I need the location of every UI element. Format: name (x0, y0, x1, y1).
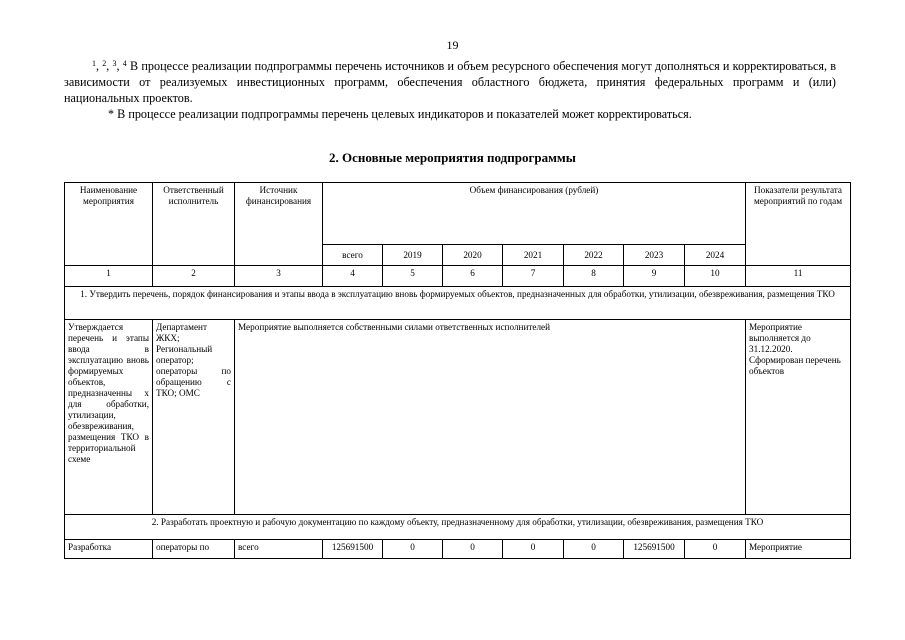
sources-note: $^1$, $^2$, $^3$, $^4$ В процессе реализации подпрограммы перечень источников и объем ресурсного обеспечения могут дополняться и корректироваться, в зависимости от реализуемых инвестиционных программ, обеспечения областного бюджета, принятия федеральных программ и (или) национальных проектов. (64, 59, 837, 105)
activity-result-2: Мероприятие (746, 540, 851, 559)
indicators-note: * В процессе реализации подпрограммы перечень целевых индикаторов и показателей может корректироваться. (108, 107, 692, 121)
activity-name-1: Утверждается перечень и этапы ввода в эксплуатацию вновь формируемых объектов, предназначенны х для обработки, утилизации, обезвреживания, размещения ТКО в территориальной схеме (65, 320, 153, 515)
subheader-total: всего (323, 245, 383, 266)
page-number: 19 (446, 38, 459, 52)
activity-executor-2: операторы по (153, 540, 235, 559)
footnote-mark: 1 (92, 59, 96, 68)
activity-executor-1: Департамент ЖКХ; Региональный оператор; операторы по обращению с ТКО; ОМС (153, 320, 235, 515)
activities-table (64, 182, 851, 559)
subheader-2020: 2020 (443, 245, 503, 266)
column-number: 9 (624, 266, 685, 287)
column-number: 6 (443, 266, 503, 287)
subheader-2023: 2023 (624, 245, 685, 266)
column-number: 4 (323, 266, 383, 287)
column-number: 2 (153, 266, 235, 287)
column-number: 7 (503, 266, 564, 287)
subheader-2021: 2021 (503, 245, 564, 266)
notes-block (64, 58, 836, 122)
value-2019: 0 (383, 540, 443, 559)
column-number: 5 (383, 266, 443, 287)
footnote-mark: 4 (122, 59, 127, 68)
column-number: 11 (746, 266, 851, 287)
value-2021: 0 (503, 540, 564, 559)
column-number: 1 (65, 266, 153, 287)
activity-name-2: Разработка (65, 540, 153, 559)
footnote-mark: 3 (112, 59, 117, 68)
header-indicators: Показатели результата мероприятий по годам (746, 183, 851, 266)
value-2022: 0 (564, 540, 624, 559)
header-source: Источник финансирования (235, 183, 323, 266)
value-2020: 0 (443, 540, 503, 559)
header-funding: Объем финансирования (рублей) (323, 183, 746, 245)
header-executor: Ответственный исполнитель (153, 183, 235, 266)
footnote-mark: 2 (102, 59, 107, 68)
subheader-2019: 2019 (383, 245, 443, 266)
header-name: Наименование мероприятия (65, 183, 153, 266)
activity-financing-1: Мероприятие выполняется собственными силами ответственных исполнителей (235, 320, 746, 515)
subheader-2024: 2024 (685, 245, 746, 266)
task-row-2: 2. Разработать проектную и рабочую документацию по каждому объекту, предназначенному для обработки, утилизации, обезвреживания, размещения ТКО (65, 515, 851, 540)
sources-note-text: В процессе реализации подпрограммы перечень источников и объем ресурсного обеспечения могут дополняться и корректироваться, в зависимости от реализуемых инвестиционных программ, обеспечения областного бюджета, принятия федеральных программ и (или) национальных проектов. (64, 59, 837, 105)
column-number: 3 (235, 266, 323, 287)
activity-result-1: Мероприятие выполняется до 31.12.2020. Сформирован перечень объектов (746, 320, 851, 515)
activity-source-2: всего (235, 540, 323, 559)
column-number: 8 (564, 266, 624, 287)
value-total: 125691500 (323, 540, 383, 559)
column-number: 10 (685, 266, 746, 287)
value-2023: 125691500 (624, 540, 685, 559)
section-title: 2. Основные мероприятия подпрограммы (329, 150, 576, 165)
task-row-1: 1. Утвердить перечень, порядок финансирования и этапы ввода в эксплуатацию вновь формируемых объектов, предназначенных для обработки, утилизации, обезвреживания, размещения ТКО (65, 287, 851, 320)
subheader-2022: 2022 (564, 245, 624, 266)
value-2024: 0 (685, 540, 746, 559)
